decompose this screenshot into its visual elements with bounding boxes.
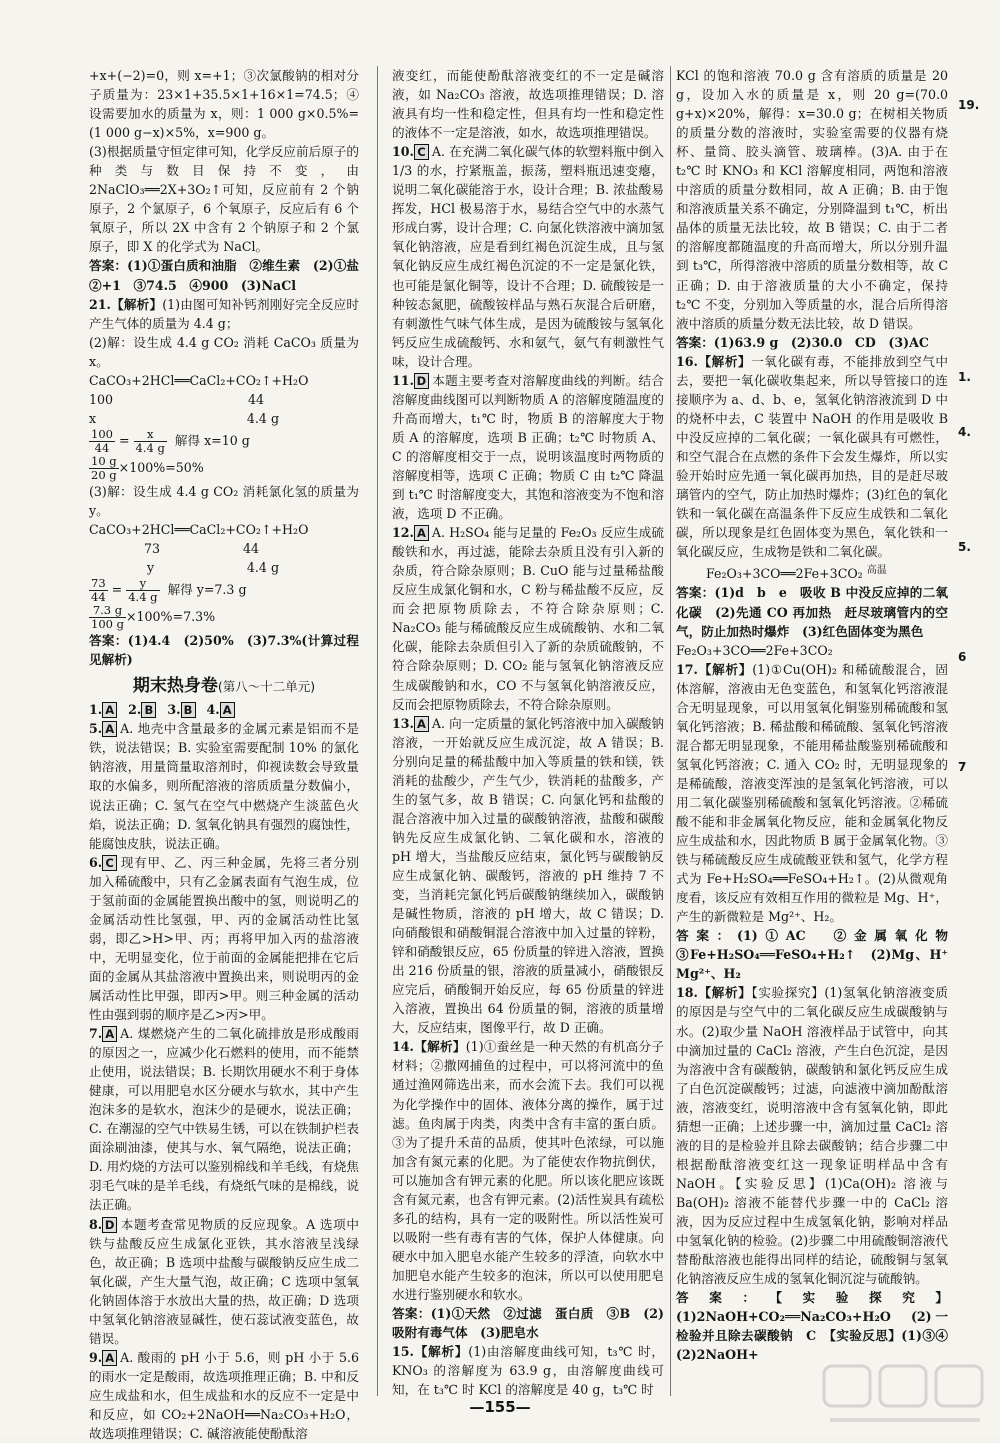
fraction: $\frac{10 g}{20 g}$ xyxy=(91,453,117,482)
answer-badge: A xyxy=(102,721,117,737)
edge-number: 6 xyxy=(958,650,967,664)
question-6: 6. C 现有甲、乙、丙三种金属，先将三者分别加入稀硫酸中，只有乙金属表面有气泡生成，位于氢前面的金属能置换出酸中的氢，则说明乙的金属活动性比氢强，甲、丙的金属活动性比氢弱，即乙>H>甲、丙；再将甲加入丙的盐溶液中，无明显变化，位于前面的金属能把排在它后面的金属从其盐溶液中置换出来，则说明丙的金属活动性比甲强，即丙>甲。则三种金属的活动性由强到弱的顺序是乙>丙>甲。 xyxy=(89,854,359,1023)
question-text: (1)由图可知补钙剂刚好完全反应时产生气体的质量为 4.4 g； xyxy=(89,296,359,331)
question-21 xyxy=(89,295,359,333)
question-13: 13. A A. 向一定质量的氯化钙溶液中加入碳酸钠溶液，一开始就反应生成沉淀，故 A 错误；B. 分别向足量的稀盐酸中加入等质量的铁和镁，铁消耗的盐酸少，产生气少，铁消耗的盐酸多，产生的氢气多，故 B 错误；C. 向氯化钙和盐酸的混合溶液中加入过量的碳酸钠溶液，盐酸和碳酸钠先反应生成氯化钠、二氧化碳和水，溶液的 pH 增大，当盐酸反应结束，氯化钙与碳酸钠反应生成氯化钠、碳酸钙，溶液的 pH 维持 7 不变，当消耗完氯化钙后碳酸钠继续加入，碳酸钠是碱性物质，溶液的 pH 增大，故 C 错误；D. 向硝酸银和硝酸铜混合溶液中加入过量的锌粉，锌和硝酸银反应，65 份质量的锌进入溶液，置换出 216 份质量的银，溶液的质量减小，硝酸银反应完后，硝酸铜开始反应，每 65 份质量的锌进入溶液，置换出 64 份质量的铜，溶液的质量增大，反应结束，图像平行，故 D 正确。 xyxy=(392,715,664,1036)
question-15: 15.【解析】(1)由溶解度曲线可知，t₃℃ 时，KNO₃ 的溶解度为 63.9 g，由溶解度曲线可知，在 t₃℃ 时 KCl 的溶解度是 40 g，t₃℃ 时 xyxy=(392,1344,664,1398)
question-14: 14.【解析】(1)①蚕丝是一种天然的有机高分子材料；②撒网捕鱼的过程中，可以将河流中的鱼通过渔网筛选出来，而水会流下去。我们可以视为化学操作中的固体、液体分离的操作，属于过滤。鱼肉属于肉类，肉类中含有丰富的蛋白质。③为了提升禾苗的品质，使其叶色浓绿，可以施加含有氮元素的化肥。为了能使农作物抗倒伏，可以施加含有钾元素的化肥。所以该化肥应该既含有氮元素，也含有钾元素。(2)活性炭具有疏松多孔的结构，具有一定的吸附性。所以活性炭可以吸附一些有毒有害的气体，保护人体健康。向硬水中加入肥皂水能产生较多的浮渣，向软水中加肥皂水能产生较多的泡沫，所以可以使用肥皂水进行鉴别硬水和软水。 xyxy=(392,1039,665,1302)
question-17: 17.【解析】(1)①Cu(OH)₂ 和稀硫酸混合，固体溶解，溶液由无色变蓝色，和氢氧化钙溶液混合无明显现象，可以用氢氧化铜鉴别稀硫酸和氢氧化钙溶液；B. 稀盐酸和稀硫酸、氢氧化钙溶液混合都无明显现象，不能用稀盐酸鉴别稀硫酸和氢氧化钙溶液；C. 通入 CO₂ 时，无明显现象的是稀硫酸，溶液变浑浊的是氢氧化钙溶液，可以用二氧化碳鉴别稀硫酸和氢氧化钙溶液。②稀硫酸不能和非金属氧化物反应，能和金属氧化物反应生成盐和水，因此物质 B 属于金属氧化物。③铁与稀硫酸反应生成硫酸亚铁和氢气，化学方程式为 Fe+H₂SO₄══FeSO₄+H₂↑。(2)从微观角度看，该反应有效相互作用的微粒是 Mg、H⁺，产生的新微粒是 Mg²⁺、H₂。 xyxy=(676,661,949,925)
fraction: $\frac{73}{44}$ xyxy=(91,576,106,605)
question-5: 5. A A. 地壳中含量最多的金属元素是铝而不是铁，说法错误；B. 实验室需要配制 10% 的氯化钠溶液，用量筒量取溶剂时，仰视读数会导致量取的水偏多，则所配溶液的溶质质量分数偏小，说法正确；C. 氢气在空气中燃烧产生淡蓝色火焰，说法正确；D. 氢氧化钠具有强烈的腐蚀性，能腐蚀皮肤，说法正确。 xyxy=(89,721,359,851)
edge-number: 5. xyxy=(958,540,971,554)
percent-line xyxy=(89,455,359,482)
fraction: $\frac{100}{44}$ xyxy=(91,426,113,455)
answer-line: 答案：(1)d b e 吸收 B 中没反应掉的二氧化碳 (2)先通 CO 再加热 赶尽玻璃管内的空气，防止加热时爆炸 (3)红色固体变为黑色 xyxy=(676,585,948,639)
chemical-equation: Fe₂O₃+3CO══2Fe+3CO₂ xyxy=(676,642,833,658)
variable: x xyxy=(89,410,97,426)
edge-number: 4. xyxy=(958,425,971,439)
percent-line xyxy=(89,604,359,631)
column-divider xyxy=(377,66,378,1396)
answer-line: 答案：(1)①AC ②金属氧化物 ③Fe+H₂SO₄══FeSO₄+H₂↑ (2)Mg、H⁺ Mg²⁺、H₂ xyxy=(676,928,961,982)
reaction-condition: 高温 xyxy=(866,565,887,577)
question-11: 11. D 本题主要考查对溶解度曲线的判断。结合溶解度曲线图可以判断物质 A 的溶解度随温度的升高而增大，t₁℃ 时，物质 B 的溶解度大于物质 A 的溶解度，选项 B 正确；t₂℃ 时物质 A、C 的溶解度相交于一点，说明该温度时两物质的溶解度相等，选项 C 正确；物质 C 由 t₂℃ 降温到 t₁℃ 时溶解度变大，其饱和溶液变为不饱和溶液，选项 D 不正确。 xyxy=(392,372,664,522)
result-text: ×100%=50% xyxy=(118,459,204,475)
paragraph: 液变红，而能使酚酞溶液变红的不一定是碱溶液，如 Na₂CO₃ 溶液，故选项推理错误；D. 溶液具有均一性和稳定性，但具有均一性和稳定性的液体不一定是溶液，如水，故选项推理错误。 xyxy=(392,68,664,141)
quick-answer: 2. B xyxy=(128,702,159,717)
question-8: 8. D 本题考查常见物质的反应现象。A 选项中铁与盐酸反应生成氯化亚铁，其水溶液呈浅绿色，故正确；B 选项中盐酸与碳酸钠反应生成二氧化碳，产生大量气泡，故正确；C 选项中氢氧化钠固体溶于水放出大量的热，故正确；D 选项中氢氧化钠溶液显碱性，使石蕊试液变蓝色，故错误。 xyxy=(89,1216,359,1346)
chemical-equation: CaCO₃+2HCl══CaCl₂+CO₂↑+H₂O xyxy=(89,372,309,388)
answer-badge: A xyxy=(102,1026,117,1042)
watermark-logo xyxy=(820,1360,990,1430)
variable-row xyxy=(89,409,279,428)
section-title: 期末热身卷 xyxy=(132,676,218,697)
chemical-equation: Fe₂O₃+3CO══2Fe+3CO₂ $^{高温}$ xyxy=(706,565,887,582)
answer-line: 答案：(1)4.4 (2)50% (3)7.3%(计算过程见解析) xyxy=(89,633,359,668)
solution-line: (3)解：设生成 4.4 g CO₂ 消耗氯化氢的质量为 y。 xyxy=(89,483,359,518)
answer-badge: D xyxy=(102,1217,117,1233)
right-column xyxy=(676,66,961,1386)
column-divider xyxy=(670,66,671,1396)
edge-number: 1. xyxy=(958,370,971,384)
answer-badge: C xyxy=(414,144,429,160)
quick-answer: 3. B xyxy=(167,702,198,717)
result-text: 解得 y=7.3 g xyxy=(167,582,247,598)
quick-answer: 1. A xyxy=(89,702,120,717)
fraction: $\frac{7.3 g}{100 g}$ xyxy=(91,603,124,632)
paragraph: (3)根据质量守恒定律可知，化学反应前后原子的种类与数目保持不变，由 2NaClO₃══2X+3O₂↑可知，反应前有 2 个钠原子，2 个氯原子，6 个氧原子，反应后有 6 个氧原子，所以 2X 中含有 2 个钠原子和 2 个氯原子，即 X 的化学式为 NaCl。 xyxy=(89,144,359,255)
analysis-tag: 【解析】 xyxy=(110,296,163,312)
solution-line: (2)解：设生成 4.4 g CO₂ 消耗 CaCO₃ 质量为 x。 xyxy=(89,334,359,369)
quick-answers xyxy=(89,700,359,719)
mass-value: 44 xyxy=(247,391,264,407)
fraction: $\frac{y}{4.4 g}$ xyxy=(128,576,158,605)
question-16: 16.【解析】一氧化碳有毒，不能排放到空气中去，要把一氧化碳收集起来，所以导管接口的连接顺序为 a、d、b、e，氢氧化钠溶液流到 D 中的烧杯中去，C 装置中 NaOH 的作用是吸收 B 中没反应掉的二氧化碳；一氧化碳具有可燃性，和空气混合在点燃的条件下会发生爆炸，所以实验开始时应先通一氧化碳再加热，目的是赶尽玻璃管内的空气，防止加热时爆炸；(3)红色的氧化铁和一氧化碳在高温条件下反应生成铁和二氧化碳，所以现象是红色固体变为黑色，氧化铁和一氧化碳反应，生成物是铁和二氧化碳。 xyxy=(676,353,949,560)
molar-mass-row: 73 44 xyxy=(144,541,259,557)
question-7: 7. A A. 煤燃烧产生的二氧化硫排放是形成酸雨的原因之一，应减少化石燃料的使用，而不能禁止使用，说法错误；B. 长期饮用硬水不利于身体健康，可以用肥皂水区分硬水与软水，其中产生泡沫多的是软水，泡沫少的是硬水，说法正确；C. 在潮湿的空气中铁易生锈，可以在铁制护栏表面涂刷油漆，使其与水、氧气隔绝，说法正确；D. 用灼烧的方法可以鉴别棉线和羊毛线，有烧焦羽毛气味的是羊毛线，有烧纸气味的是棉线，说法正确。 xyxy=(89,1026,359,1213)
mass-value: 100 xyxy=(89,391,114,407)
section-subtitle: (第八～十二单元) xyxy=(217,679,316,695)
answer-line: 答案：(1)①天然 ②过滤 蛋白质 ③B (2)吸附有毒气体 (3)肥皂水 xyxy=(392,1306,664,1341)
fraction: $\frac{x}{4.4 g}$ xyxy=(135,426,165,455)
question-10: 10. C A. 在充满二氧化碳气体的软塑料瓶中倒入 1/3 的水，拧紧瓶盖，振荡，塑料瓶迅速变瘪，说明二氧化碳能溶于水，设计合理；B. 浓盐酸易挥发，HCl 极易溶于水，易结合空气中的水蒸气形成白雾，设计合理；C. 向氯化铁溶液中滴加氢氧化钠溶液，应是看到红褐色沉淀生成，且与氢氧化钠反应生成红褐色沉淀的不一定是氯化铁，也可能是氯化铜等，设计不合理；D. 硫酸铵是一种铵态氮肥，硫酸铵样品与熟石灰混合后研磨，有刺激性气味气体生成，是因为硫酸铵与氢氧化钙反应生成硫酸钙、水和氨气，氨气有刺激性气味，设计合理。 xyxy=(392,144,664,369)
variable: 4.4 g xyxy=(246,410,279,426)
paragraph: KCl 的饱和溶液 70.0 g 含有溶质的质量是 20 g，设加入水的质量是 x，则 20 g=(70.0 g+x)×20%，解得：x=30.0 g；在树相关物质的质量分数的溶液时，实验室需要的仪器有烧杯、量筒、胶头滴管、玻璃棒。(3)A. 由于在 t₂℃ 时 KNO₃ 和 KCl 溶解度相同，两饱和溶液中溶质的质量分数相同，故 A 正确；B. 由于饱和溶液质量关系不确定，分别降温到 t₁℃，析出晶体的质量无法比较，故 B 错误；C. 由于二者的溶解度都随温度的升高而增大，所以分别升温到 t₃℃，所得溶液中溶质的质量分数相等，故 C 正确；D. 由于溶液质量的大小不确定，保持 t₂℃ 不变，分别加入等质量的水，混合后所得溶液中溶质的质量分数无法比较，故 D 错误。 xyxy=(676,68,948,331)
answer-line: 答案：(1)①蛋白质和油脂 ②维生素 (2)①盐 ②+1 ③74.5 ④900 (3)NaCl xyxy=(89,258,372,293)
variable-row: y 4.4 g xyxy=(147,560,279,576)
question-12: 12. A A. H₂SO₄ 能与足量的 Fe₂O₃ 反应生成硫酸铁和水，再过滤，能除去杂质且没有引入新的杂质，符合除杂原则；B. CuO 能与过量稀盐酸反应生成氯化铜和水，C 粉与稀盐酸不反应，反而会把原物质除去，不符合除杂原则；C. Na₂CO₃ 能与稀硫酸反应生成硫酸钠、水和二氧化碳，能除去杂质但引入了新的杂质硫酸钠，不符合除杂原则；D. CO₂ 能与氢氧化钠溶液反应生成碳酸钠和水，CO 不与氢氧化钠溶液反应，反而会把原物质除去，不符合除杂原则。 xyxy=(392,525,664,712)
question-18: 18.【解析】【实验探究】(1)氢氧化钠溶液变质的原因是与空气中的二氧化碳反应生成碳酸钠与水。(2)取少量 NaOH 溶液样品于试管中，向其中滴加过量的 CaCl₂ 溶液，产生白色沉淀，是因为溶液中含有碳酸钠，碳酸钠和氯化钙反应生成了白色沉淀碳酸钙；过滤，向滤液中滴加酚酞溶液，溶液变红，说明溶液中含有氢氧化钠，即此猜想一正确；上述步骤一中，滴加过量 CaCl₂ 溶液的目的是检验并且除去碳酸钠；结合步骤二中根据酚酞溶液变红这一现象证明样品中含有 NaOH。【实验反思】(1)Ca(OH)₂ 溶液与 Ba(OH)₂ 溶液不能替代步骤一中的 CaCl₂ 溶液，因为反应过程中生成氢氧化钠，影响对样品中氢氧化钠的检验。(2)步骤二中用硫酸铜溶液代替酚酞溶液也能得出同样的结论，硫酸铜与氢氧化钠溶液反应生成的氢氧化铜沉淀与硫酸钠。 xyxy=(676,985,949,1287)
molar-mass-row xyxy=(89,390,264,409)
answer-badge: A xyxy=(414,525,429,541)
chemical-equation: CaCO₃+2HCl══CaCl₂+CO₂↑+H₂O xyxy=(89,521,309,537)
question-9: 9. A A. 酸雨的 pH 小于 5.6，则 pH 小于 5.6 的雨水一定是酸雨，故选项推理正确；B. 中和反应生成盐和水，但生成盐和水的反应不一定是中和反应，如 CO₂+2NaOH══Na₂CO₃+H₂O，故选项推理错误；C. 碱溶液能使酚酞溶 xyxy=(89,1349,359,1442)
page-number: —155— xyxy=(469,1398,531,1416)
left-column xyxy=(89,66,372,1442)
edge-number: 19. xyxy=(958,98,980,112)
result-text: ×100%=7.3% xyxy=(125,609,216,625)
answer-line: 答案：【实验探究】(1)2NaOH+CO₂══Na₂CO₃+H₂O (2)一 检验并且除去碳酸钠 C 【实验反思】(1)③④ (2)2NaOH+ xyxy=(676,1290,961,1363)
answer-badge: A xyxy=(102,1350,117,1366)
section-heading xyxy=(89,677,359,696)
result-text: 解得 x=10 g xyxy=(174,432,250,448)
answer-badge: C xyxy=(102,855,117,871)
edge-number: 7 xyxy=(958,760,967,774)
answer-badge: A xyxy=(414,716,429,732)
ratio-line: $\frac{100}{44}$ = $\frac{x}{4.4 g}$ 解得 x=10 g xyxy=(91,426,250,455)
quick-answer: 4. A xyxy=(207,702,238,717)
paragraph: +x+(−2)=0，则 x=+1；③次氯酸钠的相对分子质量为：23×1+35.5×1+16×1=74.5；④设需要加水的质量为 x，则：1 000 g×0.5%=(1 000 g−x)×5%，x=900 g。 xyxy=(89,68,359,141)
ratio-line: $\frac{73}{44}$ = $\frac{y}{4.4 g}$ 解得 y=7.3 g xyxy=(91,576,247,605)
answer-line: 答案：(1)63.9 g (2)30.0 CD (3)AC xyxy=(676,334,929,350)
answer-badge: D xyxy=(414,373,429,389)
middle-column xyxy=(392,66,665,1398)
question-number: 21. xyxy=(89,296,111,312)
